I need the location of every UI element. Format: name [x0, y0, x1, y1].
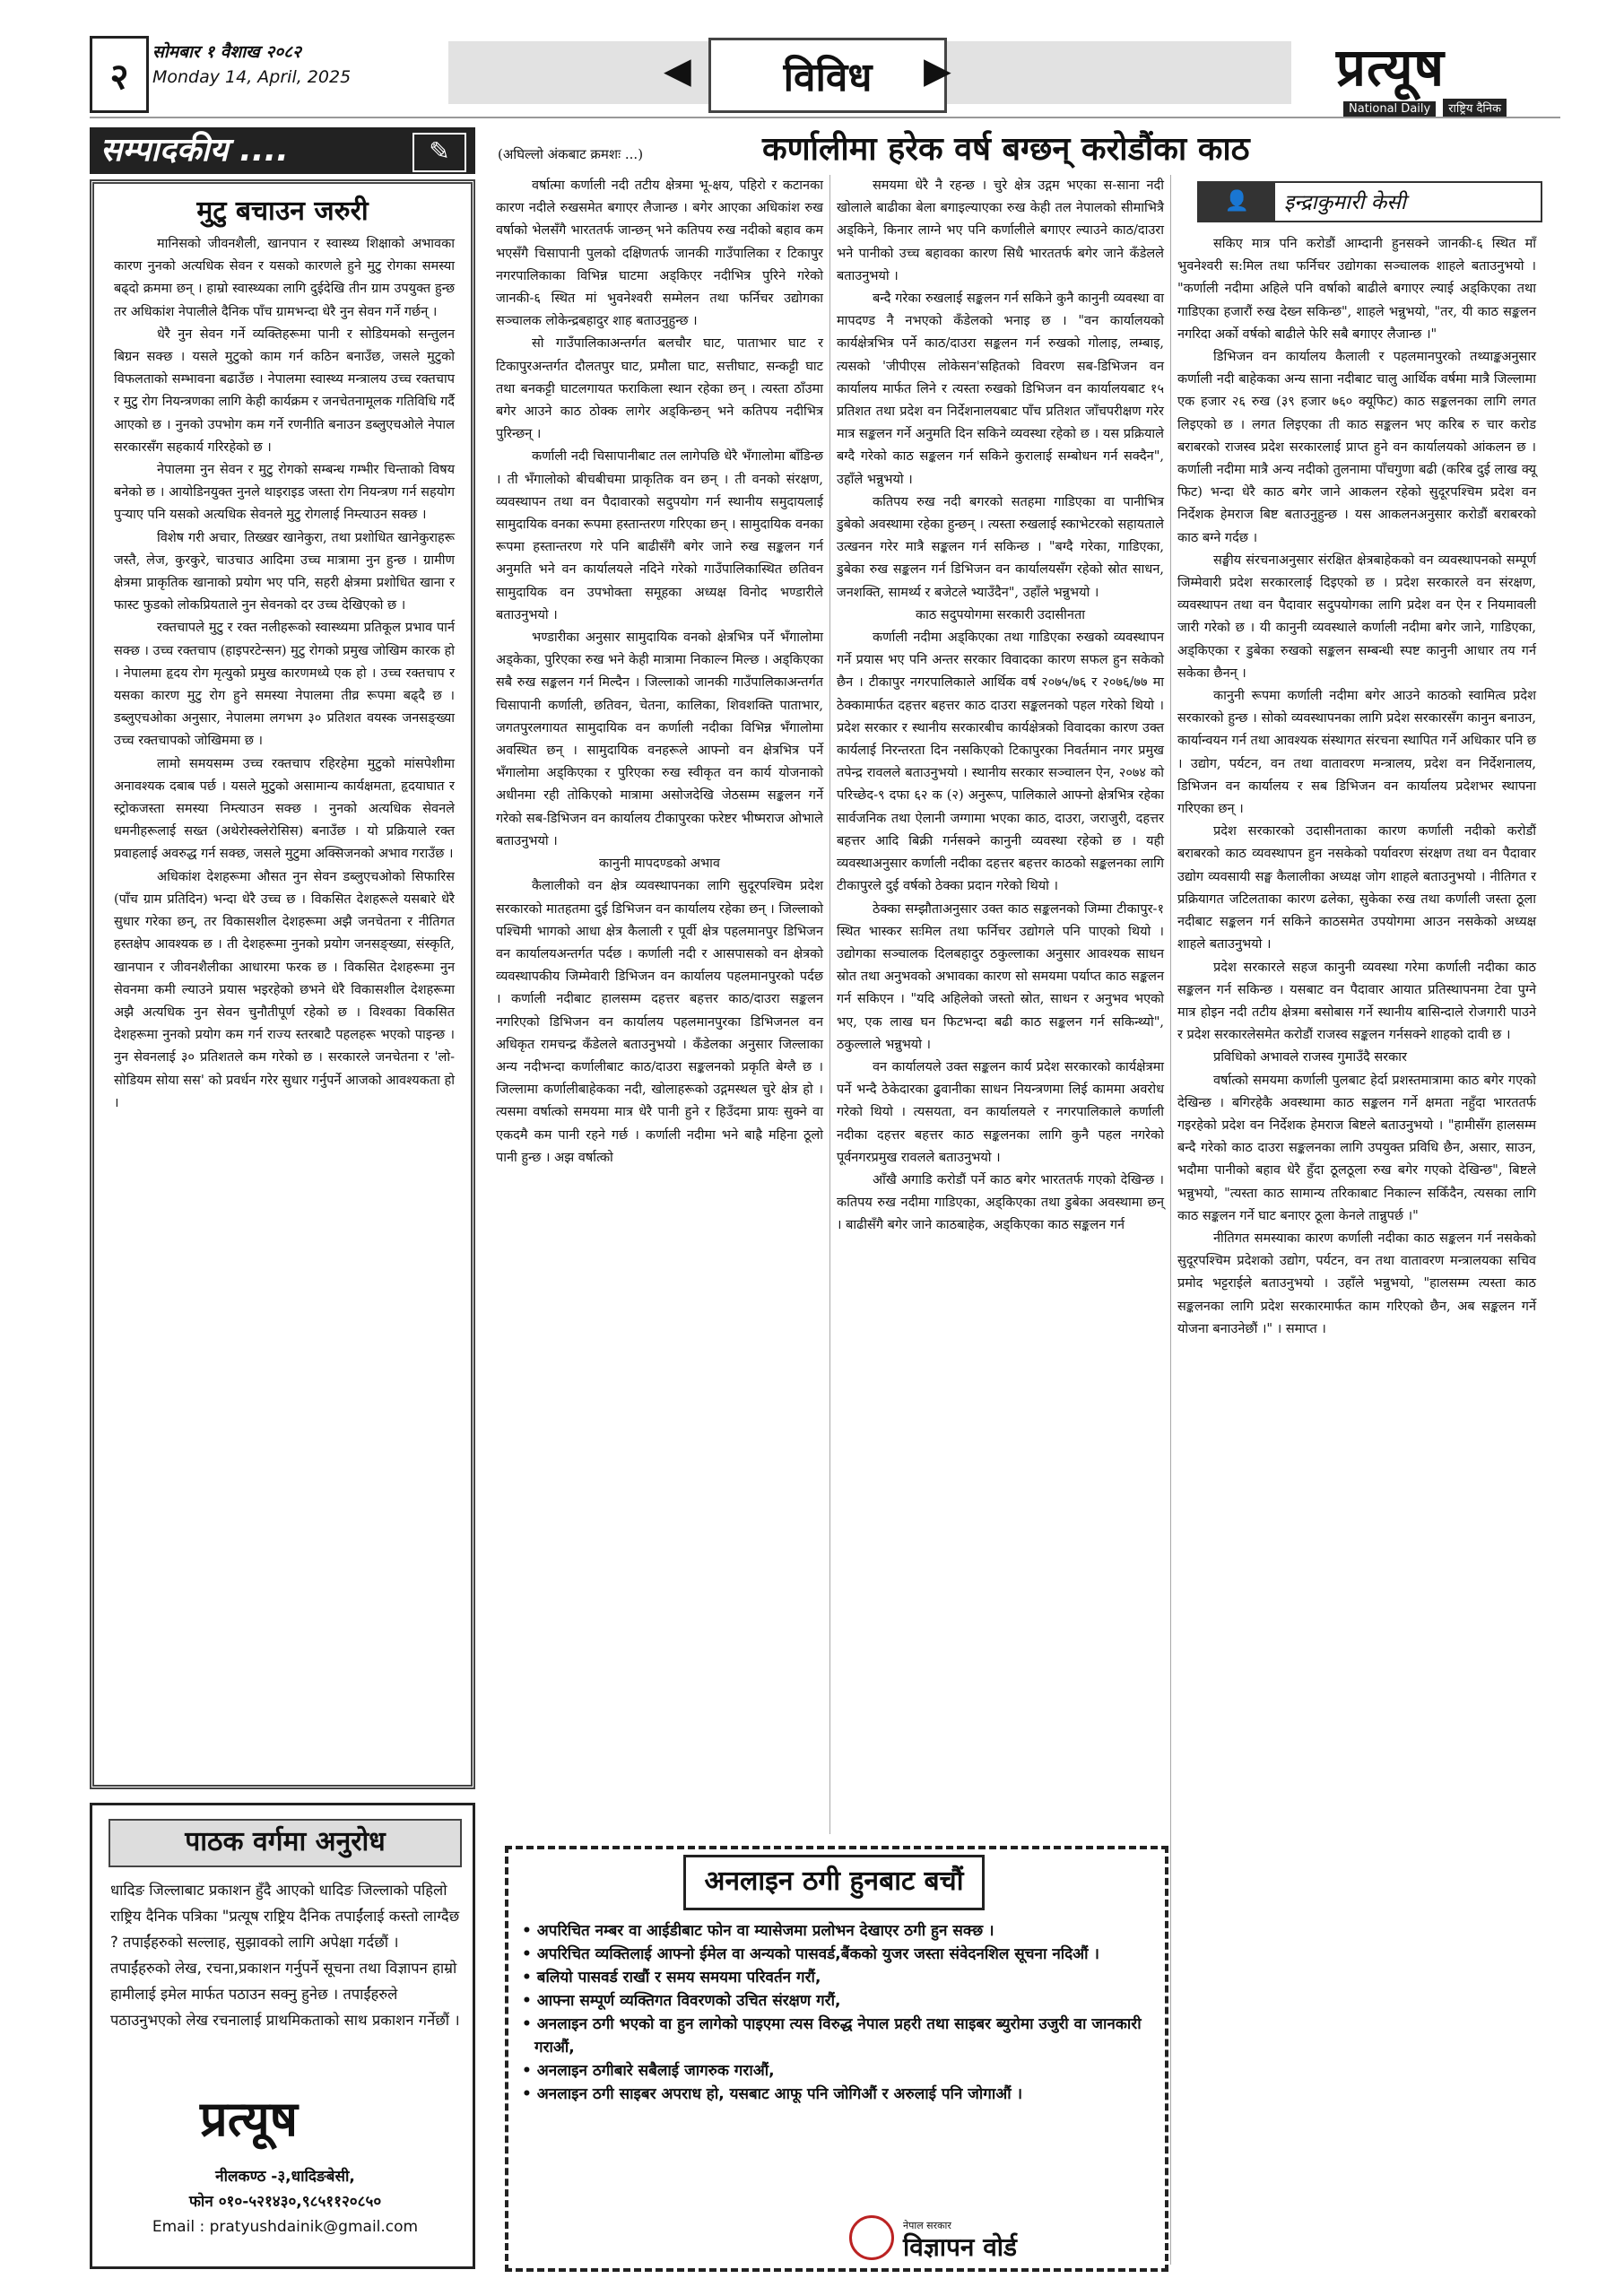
editorial-paragraph: विशेष गरी अचार, तिख्खर खानेकुरा, तथा प्रशोधित खानेकुराहरू जस्तै, लेज, कुरकुरे, चाउचाउ आदिमा उच्च मात्रामा नुन हुन्छ । ग्रामीण क्षेत्रमा प्राकृतिक खानाको प्रयोग भए पनि, सहरी क्षेत्रमा प्रशोधित खाना र फास्ट फुडको लोकप्रियताले नुन सेवनको दर उच्च देखिएको छ । — [114, 530, 455, 613]
editorial-paragraph: अधिकांश देशहरूमा औसत नुन सेवन डब्लुएचओको सिफारिस (पाँच ग्राम प्रतिदिन) भन्दा धेरै उच्च छ । विकसित देशहरूले यसबारे धेरै सुधार गरेका छन्, तर विकासशील देशहरूमा अझै जनचेतना र नीतिगत हस्तक्षेप आवश्यक छ । ती देशहरूमा नुनको प्रयोग जनसङ्ख्या, संस्कृति, खानपान र जीवनशैलीका आधारमा फरक छ । विकसित देशहरूमा नुन सेवनमा कमी ल्याउने प्रयास भइरहेको छभने धेरै विकासशील देशहरूमा अझै अत्यधिक नुन सेवन चुनौतीपूर्ण रहेको छ । विश्वका विकसित देशहरूमा नुनको प्रयोग कम गर्न राज्य स्तरबाटै पहलहरू भएको पाइन्छ । नुन सेवनलाई ३० प्रतिशतले कम गरेको छ । सरकारले जनचेतना र 'लो-सोडियम सोया सस' को प्रवर्धन गरेर सुधार गर्नुपर्ने आजको आवश्यकता हो । — [114, 869, 455, 1110]
article-subheading: काठ सदुपयोगमा सरकारी उदासीनता — [916, 607, 1085, 622]
reader-notice-logo: प्रत्यूष — [200, 2091, 298, 2147]
fraud-tips-list — [522, 1919, 1150, 2106]
article-paragraph: कर्णाली नदीमा अड्किएका तथा गाडिएका रुखको व्यवस्थापन गर्ने प्रयास भए पनि अन्तर सरकार विवादका कारण सफल हुन सकेको छैन । टीकापुर नगरपालिकाले आर्थिक वर्ष २०७५/७६ र २०७६/७७ मा ठेक्कामार्फत दहत्तर बहत्तर काठ दाउरा सङ्कलनको पहल गरेको थियो । प्रदेश सरकार र स्थानीय सरकारबीच कार्यक्षेत्रको विवादका कारण उक्त कार्यलाई निरन्तरता दिन नसकिएको टिकापुरका निवर्तमान नगर प्रमुख तपेन्द्र रावलले बताउनुभयो । स्थानीय सरकार सञ्चालन ऐन, २०७४ को परिच्छेद-९ दफा ६२ क (२) अनुरूप, पालिकाले आफ्नो क्षेत्रभित्र रहेका सार्वजनिक तथा ऐलानी जग्गामा भएका काठ, दाउरा, जराजुरी, दहत्तर बहत्तर आदि बिक्री गर्नसक्ने कानुनी व्यवस्था रहेको छ । यही व्यवस्थाअनुसार कर्णाली नदीका दहत्तर बहत्तर काठको सङ्कलनका लागि टीकापुरले दुई वर्षको ठेक्का प्रदान गरेको थियो । — [837, 631, 1164, 894]
column-divider — [829, 175, 830, 1834]
article-paragraph: प्रदेश सरकारको उदासीनताका कारण कर्णाली नदीको करोडौं बराबरको काठ व्यवस्थापन हुन नसकेको पर्यावरण संरक्षण तथा वन पैदावार उद्योग व्यवसायी सङ्घ कैलालीका अध्यक्ष जोग शाहले बताउनुभयो । नीतिगत र प्रक्रियागत जटिलताका कारण ढलेका, सुकेका रुख तथा कर्णाली जस्ता ठूला नदीबाट सङ्कलन गर्न सकिने काठसमेत उपयोगमा आउन नसकेको अध्यक्ष शाहले बताउनुभयो । — [1177, 824, 1536, 952]
article-paragraph: बन्दै गरेका रुखलाई सङ्कलन गर्न सकिने कुनै कानुनी व्यवस्था वा मापदण्ड नै नभएको कँडेलको भनाइ छ । "वन कार्यालयको कार्यक्षेत्रभित्र पर्ने काठ/दाउरा सङ्कलन गर्न रुखको गोलाइ, लम्बाइ, त्यसको 'जीपीएस लोकेसन'सहितको विवरण सब-डिभिजन वन कार्यालय मार्फत लिने र त्यस्ता रुखको डिभिजन वन कार्यालयबाट १५ प्रतिशत तथा प्रदेश वन निर्देशनालयबाट पाँच प्रतिशत जाँचपरीक्षण गरेर मात्र सङ्कलन गर्ने अनुमति दिन सकिने व्यवस्था रहेको छ । यस प्रक्रियाले बग्दै गरेको काठ सङ्कलन गर्न सकिने कुरालाई सम्बोधन गर्न सक्दैन", उहाँले भन्नुभयो । — [837, 291, 1164, 487]
contact-phone: फोन ०१०-५२१४३०,९८५११२०८५० — [188, 2193, 382, 2211]
header-divider — [90, 117, 1560, 118]
author-photo-icon: 👤 — [1199, 183, 1275, 221]
article-paragraph: वन कार्यालयले उक्त सङ्कलन कार्य प्रदेश सरकारको कार्यक्षेत्रमा पर्ने भन्दै ठेकेदारका ढुवानीका साधन नियन्त्रणमा लिई काममा अवरोध गरेको थियो । त्यसयता, वन कार्यालयले र नगरपालिकाले कर्णाली नदीका दहत्तर बहत्तर काठ सङ्कलनका लागि कुनै पहल नगरेको पूर्वनगरप्रमुख रावलले बताउनुभयो । — [837, 1059, 1164, 1165]
date-nepali: सोमबार १ वैशाख २०८२ — [152, 42, 301, 62]
article-headline: कर्णालीमा हरेक वर्ष बग्छन् करोडौंका काठ — [762, 131, 1250, 168]
article-paragraph: कतिपय रुख नदी बगरको सतहमा गाडिएका वा पानीभित्र डुबेको अवस्थामा रहेका हुन्छन् । त्यस्ता रुखलाई स्काभेटरको सहायताले उत्खनन गरेर मात्रै सङ्कलन गर्न सकिन्छ । "बग्दै गरेका, गाडिएका, डुबेका रुख सङ्कलन गर्न डिभिजन वन कार्यालयसँग रहेको स्रोत साधन, जनशक्ति, सामर्थ्य र बजेटले भ्याउँदैन", उहाँले भन्नुभयो । — [837, 494, 1164, 600]
article-paragraph: कैलालीको वन क्षेत्र व्यवस्थापनका लागि सुदूरपश्चिम प्रदेश सरकारको मातहतमा दुई डिभिजन वन कार्यालय रहेका छन् । जिल्लाको पश्चिमी भागको आधा क्षेत्र कैलाली र पूर्वी क्षेत्र पहलमानपुर डिभिजन वन कार्यालयअन्तर्गत पर्दछ । कर्णाली नदी र आसपासको वन क्षेत्रको व्यवस्थापकीय जिम्मेवारी डिभिजन वन कार्यालय पहलमानपुरको पर्दछ । कर्णाली नदीबाट हालसम्म दहत्तर बहत्तर काठ/दाउरा सङ्कलन नगरिएको डिभिजन वन कार्यालय पहलमानपुरका डिभिजनल वन अधिकृत रामचन्द्र कँडेलले बताउनुभयो । कँडेलका अनुसार जिल्लाका अन्य नदीभन्दा कर्णालीबाट काठ/दाउरा सङ्कलनको प्रकृति बेग्लै छ । जिल्लामा कर्णालीबाहेकका नदी, खोलाहरूको उद्गमस्थल चुरे क्षेत्र हो । त्यसमा वर्षात्को समयमा मात्र धेरै पानी हुने र हिउँदमा प्रायः सुक्ने वा एकदमै कम पानी रहने गर्छ । कर्णाली नदीमा भने बाह्रै महिना ठूलो पानी हुन्छ । अझ वर्षात्को — [496, 879, 823, 1165]
article-paragraph: वर्षात्को समयमा कर्णाली पुलबाट हेर्दा प्रशस्तमात्रामा काठ बगेर गएको देखिन्छ । बगिरहेकै अवस्थामा काठ सङ्कलन गर्ने क्षमता नहुँदा भारततर्फ गइरहेको प्रदेश वन निर्देशक हेमराज बिष्टले बताउनुभयो । "हामीसँग हालसम्म बन्दै गरेको काठ दाउरा सङ्कलनका लागि उपयुक्त प्रविधि छैन, असार, साउन, भदौमा पानीको बहाव धेरै हुँदा ठूलठूला रुख बगेर गएको देखिन्छ", बिष्टले भन्नुभयो, "त्यस्ता काठ सामान्य तरिकाबाट निकाल्न सकिँदैन, त्यसका लागि काठ सङ्कलन गर्ने घाट बनाएर ठूला केनले तान्नुपर्छ ।" — [1177, 1073, 1536, 1223]
page-number: २ — [90, 36, 149, 113]
date-english: Monday 14, April, 2025 — [152, 67, 352, 87]
fraud-tip: • अपरिचित नम्बर वा आईडीबाट फोन वा म्यासेजमा प्रलोभन देखाएर ठगी हुन सक्छ । — [522, 1922, 994, 1940]
editorial-title: मुटु बचाउन जरुरी — [196, 196, 369, 227]
article-paragraph: वर्षात्मा कर्णाली नदी तटीय क्षेत्रमा भू-क्षय, पहिरो र कटानका कारण नदीले रुखसमेत बगाएर लैजान्छ । बगेर आएका अधिकांश रुख वर्षाको भेलसँगै भारततर्फ जान्छन् भने कतिपय रुख नदीको बहाव कम भएसँगै चिसापानी पुलको दक्षिणतर्फ जानकी गाउँपालिका र टिकापुर नगरपालिकाका विभिन्न घाटमा अड्किएर नदीभित्र पुरिने गरेको जानकी-६ स्थित मां भुवनेश्वरी सम्मेलन तथा फर्निचर उद्योगका सञ्चालक लोकेन्द्रबहादुर शाह बताउनुहुन्छ । — [496, 178, 823, 329]
article-paragraph: नीतिगत समस्याका कारण कर्णाली नदीका काठ सङ्कलन गर्न नसकेको सुदूरपश्चिम प्रदेशको उद्योग, पर्यटन, वन तथा वातावरण मन्त्रालयका सचिव प्रमोद भट्टराईले बताउनुभयो । उहाँले भन्नुभयो, "हालसम्म त्यस्ता काठ सङ्कलनका लागि प्रदेश सरकारमार्फत काम गरिएको छैन, अब सङ्कलन गर्ने योजना बनाउनेछौं ।" । समाप्त । — [1177, 1231, 1536, 1336]
article-paragraph: प्रविधिको अभावले राजस्व गुमाउँदै सरकार — [1213, 1050, 1407, 1065]
fraud-source-board: विज्ञापन वोर्ड — [903, 2232, 1018, 2262]
logo-text: प्रत्यूष — [1336, 37, 1445, 98]
editorial-label: सम्पादकीय .... — [100, 132, 289, 169]
contact-email[interactable]: Email : pratyushdainik@gmail.com — [152, 2218, 419, 2236]
fraud-source-small: नेपाल सरकार — [903, 2220, 951, 2231]
previous-section-arrow-icon[interactable]: ◀ — [664, 50, 691, 91]
fraud-notice-title: अनलाइन ठगी हुनबाट बचौं — [683, 1855, 985, 1910]
fraud-tip: • अनलाइन ठगी साइबर अपराध हो, यसबाट आफू पनि जोगिऔं र अरुलाई पनि जोगाऔं । — [522, 2085, 1023, 2103]
editorial-paragraph: नेपालमा नुन सेवन र मुटु रोगको सम्बन्ध गम्भीर चिन्ताको विषय बनेको छ । आयोडिनयुक्त नुनले थाइराइड जस्ता रोग नियन्त्रण गर्न सहयोग पुऱ्याए पनि यसको अत्यधिक सेवनले मुटु रोगलाई निम्त्याउन सक्छ । — [114, 463, 455, 523]
nepal-emblem-icon — [849, 2215, 894, 2260]
article-paragraph: भण्डारीका अनुसार सामुदायिक वनको क्षेत्रभित्र पर्ने भँगालोमा अड्केका, पुरिएका रुख भने केही मात्रामा निकाल्न मिल्छ । अड्किएका सबै रुख सङ्कलन गर्न मिल्दैन । जिल्लाको जानकी गाउँपालिकाअन्तर्गत चिसापानी कर्णाली, छतिवन, चेतना, कालिका, शिवशक्ति पाताभार, जगतपुरलगायत सामुदायिक वन कर्णाली नदीका विभिन्न भँगालोमा अवस्थित छन् । सामुदायिक वनहरूले आफ्नो वन क्षेत्रभित्र पर्ने भँगालोमा अड्किएका र पुरिएका रुख स्वीकृत वन कार्य योजनाको अधीनमा रही तोकिएको मात्रामा असोजदेखि जेठसम्म सङ्कलन गर्ने गरेको सब-डिभिजन वन कार्यालय टीकापुरका फरेष्टर भीष्मराज ओभाले बताउनुभयो । — [496, 631, 823, 848]
reader-notice-contact — [110, 2164, 460, 2239]
article-paragraph: सङ्घीय संरचनाअनुसार संरक्षित क्षेत्रबाहेकको वन व्यवस्थापनको सम्पूर्ण जिम्मेवारी प्रदेश सरकारलाई दिइएको छ । प्रदेश सरकारले वन संरक्षण, व्यवस्थापन तथा वन पैदावार सदुपयोगका लागि प्रदेश वन ऐन र नियमावली जारी गरेको छ । यी कानुनी व्यवस्थाले कर्णाली नदीमा बगेर जाने, गाडिएका, अड्किएका र डुबेका रुखको सङ्कलन सम्बन्धी स्पष्ट कानुनी आधार तय गर्न सकेका छैनन् । — [1177, 552, 1536, 681]
article-column-2 — [837, 175, 1164, 1238]
editorial-paragraph: धेरै नुन सेवन गर्ने व्यक्तिहरूमा पानी र सोडियमको सन्तुलन बिग्रन सक्छ । यसले मुटुको काम गर्न कठिन बनाउँछ, जसले मुटुको विफलताको सम्भावना बढाउँछ । नेपालमा स्वास्थ्य मन्त्रालय उच्च रक्तचाप र मुटु रोग नियन्त्रणका लागि केही कार्यक्रम र जनचेतनामूलक गतिविधि गर्दै आएको छ । नुनको उपभोग कम गर्ने रणनीति बनाउन डब्लुएचओले नेपाल सरकारसँग सहकार्य गरिरहेको छ । — [114, 326, 455, 455]
pen-icon: ✎ — [413, 133, 466, 172]
author-box — [1197, 181, 1542, 222]
column-divider — [1170, 175, 1171, 2265]
fraud-tip: • अनलाइन ठगीबारे सबैलाई जागरुक गराऔं, — [522, 2062, 775, 2080]
article-paragraph: आँखै अगाडि करोडौं पर्ने काठ बगेर भारततर्फ गएको देखिन्छ । कतिपय रुख नदीमा गाडिएका, अड्किएका तथा डुबेका अवस्थामा छन् । बाढीसँगै बगेर जाने काठबाहेक, अड्किएका काठ सङ्कलन गर्न — [837, 1172, 1164, 1233]
article-subheading: कानुनी मापदण्डको अभाव — [599, 857, 720, 872]
editorial-paragraph: रक्तचापले मुटु र रक्त नलीहरूको स्वास्थ्यमा प्रतिकूल प्रभाव पार्न सक्छ । उच्च रक्तचाप (हाइपरटेन्सन) मुटु रोगको प्रमुख जोखिम कारक हो । नेपालमा हृदय रोग मृत्युको प्रमुख कारणमध्ये एक हो । उच्च रक्तचाप र यसका कारण मुटु रोग हुने समस्या नेपालमा तीव्र रूपमा बढ्दै छ । डब्लुएचओका अनुसार, नेपालमा लगभग ३० प्रतिशत वयस्क जनसङ्ख्या उच्च रक्तचापको जोखिममा छ । — [114, 621, 455, 749]
article-paragraph: सो गाउँपालिकाअन्तर्गत बलचौर घाट, पाताभार घाट र टिकापुरअन्तर्गत दौलतपुर घाट, प्रमौला घाट, सत्तीघाट, सन्कट्टी घाट तथा बनकट्टी घाटलगायत फराकिला स्थान रहेका छन् । त्यस्ता ठाँउमा बगेर आउने काठ ठोक्क लागेर अड्किन्छन् भने कतिपय नदीभित्र पुरिन्छन् । — [496, 336, 823, 442]
section-title: विविध — [708, 38, 947, 113]
continued-note: (अघिल्लो अंकबाट क्रमशः ...) — [498, 146, 644, 162]
article-paragraph: ठेक्का सम्झौताअनुसार उक्त काठ सङ्कलनको जिम्मा टीकापुर-१ स्थित भास्कर सःमिल तथा फर्निचर उद्योगले पनि पाएको थियो । उद्योगका सञ्चालक दिलबहादुर ठकुल्लाका अनुसार आवश्यक साधन स्रोत तथा अनुभवको अभावका कारण सो समयमा पर्याप्त काठ सङ्कलन गर्न सकिएन । "यदि अहिलेको जस्तो स्रोत, साधन र अनुभव भएको भए, एक लाख घन फिटभन्दा बढी काठ सङ्कलन गर्न सकिन्थ्यो", ठकुल्लाले भन्नुभयो । — [837, 901, 1164, 1052]
fraud-tip: • अपरिचित व्यक्तिलाई आफ्नो ईमेल वा अन्यको पासवर्ड,बैंकको युजर जस्ता संवेदनशिल सूचना नदिऔं । — [522, 1945, 1099, 1963]
editorial-paragraph: मानिसको जीवनशैली, खानपान र स्वास्थ्य शिक्षाको अभावका कारण नुनको अत्यधिक सेवन र यसको कारणले हुने मुटु रोगका समस्या बढ्दो क्रममा छन् । हाम्रो स्वास्थ्यका लागि दुईदेखि तीन ग्राम उपयुक्त हुन्छ तर अधिकांश नेपालीले दैनिक पाँच ग्रामभन्दा धेरै नुन सेवन गर्ने गर्छन् । — [114, 237, 455, 319]
article-paragraph: समयमा धेरै नै रहन्छ । चुरे क्षेत्र उद्गम भएका स-साना नदी खोलाले बाढीका बेला बगाइल्याएका रुख केही तल नेपालको सीमाभित्रै अड्किने, किनार लाग्ने भए पनि कर्णालीले बगाएर ल्याउने काठ/दाउरा भने पानीको उच्च बहावका कारण सिधै भारततर्फ बगेर जाने कँडेलले बताउनुभयो । — [837, 178, 1164, 283]
article-paragraph: कानुनी रूपमा कर्णाली नदीमा बगेर आउने काठको स्वामित्व प्रदेश सरकारको हुन्छ । सोको व्यवस्थापनका लागि प्रदेश सरकारसँग कानुन बनाउन, कार्यान्वयन गर्न तथा आवश्यक संस्थागत संरचना स्थापित गर्ने अधिकार पनि छ । उद्योग, पर्यटन, वन तथा वातावरण मन्त्रालय, प्रदेश वन निर्देशनालय, डिभिजन वन कार्यालय र सब डिभिजन वन कार्यालय प्रदेशभर स्थापना गरिएका छन् । — [1177, 689, 1536, 817]
next-section-arrow-icon[interactable]: ▶ — [924, 50, 951, 91]
editorial-label-bar — [90, 127, 475, 174]
masthead-logo — [1336, 36, 1560, 117]
logo-sub-english: National Daily — [1343, 101, 1436, 117]
fraud-tip: • अनलाइन ठगी भएको वा हुन लागेको पाइएमा त्यस विरुद्ध नेपाल प्रहरी तथा साइबर ब्युरोमा उजुरी वा जानकारी गराऔं, — [522, 2015, 1142, 2057]
article-paragraph: कर्णाली नदी चिसापानीबाट तल लागेपछि धेरै भँगालोमा बाँडिन्छ । ती भँगालोको बीचबीचमा प्राकृतिक वन छन् । ती वनको संरक्षण, व्यवस्थापन तथा वन पैदावारको सदुपयोग गर्न स्थानीय समुदायलाई सामुदायिक वनका रूपमा हस्तान्तरण गरिएका छन् । सामुदायिक वनका रूपमा हस्तान्तरण गरे पनि बाढीसँगै बगेर जाने रुख सङ्कलन गर्न अनुमति भने वन कार्यालयले नदिने गरेको गाउँपालिकास्थित छतिवन सामुदायिक वन उपभोक्ता समूहका अध्यक्ष विनोद भण्डारीले बताउनुभयो । — [496, 449, 823, 622]
fraud-tip: • आफ्ना सम्पूर्ण व्यक्तिगत विवरणको उचित संरक्षण गरौं, — [522, 1992, 841, 2010]
article-paragraph: प्रदेश सरकारले सहज कानुनी व्यवस्था गरेमा कर्णाली नदीका काठ सङ्कलन गर्न सकिन्छ । यसबाट वन पैदावार आयात प्रतिस्थापनमा टेवा पुग्ने मात्र होइन नदी तटीय क्षेत्रमा बसोबास गर्ने स्थानीय बासिन्दाले रोजगारी पाउने र प्रदेश सरकारलेसमेत करोडौं राजस्व सङ्कलन गर्नसक्ने शाहको दावी छ । — [1177, 960, 1536, 1043]
issue-date — [152, 39, 351, 90]
article-paragraph: डिभिजन वन कार्यालय कैलाली र पहलमानपुरको तथ्याङ्कअनुसार कर्णाली नदी बाहेकका अन्य साना नदीबाट चालु आर्थिक वर्षमा मात्रै जिल्लामा एक हजार २६ रुख (३९ हजार ७६० क्यूफिट) काठ सङ्कलनका लागि लगत लिइएको छ । लगत लिइएका ती काठ सङ्कलन भए करिब रु चार करोड बराबरको राजस्व प्रदेश सरकारलाई प्राप्त हुने वन कार्यालयको आंकलन छ । कर्णाली नदीमा मात्रै अन्य नदीको तुलनामा पाँचगुणा बढी (करिब दुई लाख क्यू फिट) भन्दा धेरै काठ बगेर जाने आकलन रहेको सुदूरपश्चिम प्रदेश वन निर्देशक हेमराज बिष्ट बताउनुहुन्छ । यस आकलनअनुसार करोडौं बराबरको काठ बग्ने गर्दछ । — [1177, 350, 1536, 545]
page-header — [90, 36, 1560, 126]
author-name: इन्द्राकुमारी केसी — [1284, 191, 1406, 214]
online-fraud-notice — [505, 1846, 1168, 2272]
reader-notice-title: पाठक वर्गमा अनुरोध — [109, 1819, 462, 1867]
article-column-3 — [1177, 233, 1536, 1341]
reader-notice-box — [90, 1803, 475, 2269]
contact-address: नीलकण्ठ -३,धादिङबेसी, — [215, 2168, 355, 2186]
article-paragraph: सकिए मात्र पनि करोडौं आम्दानी हुनसक्ने जानकी-६ स्थित माँ भुवनेश्वरी स:मिल तथा फर्निचर उद्योगका सञ्चालक शाहले बताउनुभयो । "कर्णाली नदीमा अहिले पनि वर्षाको बाढीले बगाएर ल्याई अड्किएका तथा गाडिएका हजारौं रुख देख्न सकिन्छ", शाहले भन्नुभयो, "तर, यी काठ सङ्कलन नगरिदा अर्को वर्षको बाढीले फेरि सबै बगाएर लैजान्छ ।" — [1177, 237, 1536, 342]
reader-notice-body: धादिङ जिल्लाबाट प्रकाशन हुँदै आएको धादिङ जिल्लाको पहिलो राष्ट्रिय दैनिक पत्रिका "प्रत्यूष राष्ट्रिय दैनिक तपाईंलाई कस्तो लाग्दैछ ? तपाईंहरुको सल्लाह, सुझावको लागि अपेक्षा गर्दछौं । तपाईंहरुको लेख, रचना,प्रकाशन गर्नुपर्ने सूचना तथा विज्ञापन हाम्रो हामीलाई इमेल मार्फत पठाउन सक्नु हुनेछ । तपाईंहरुले पठाउनुभएको लेख रचनालाई प्राथमिकताको साथ प्रकाशन गर्नेछौं । — [110, 1882, 460, 2029]
logo-sub-nepali: राष्ट्रिय दैनिक — [1443, 99, 1507, 117]
editorial-box — [90, 179, 475, 1789]
editorial-body — [114, 233, 455, 1115]
article-column-1 — [496, 175, 823, 1170]
fraud-tip: • बलियो पासवर्ड राखौं र समय समयमा परिवर्तन गरौं, — [522, 1969, 821, 1987]
editorial-paragraph: लामो समयसम्म उच्च रक्तचाप रहिरहेमा मुटुको मांसपेशीमा अनावश्यक दबाब पर्छ । यसले मुटुको असामान्य कार्यक्षमता, हृदयाघात र स्ट्रोकजस्ता समस्या निम्त्याउन सक्छ । नुनको अत्यधिक सेवनले धमनीहरूलाई सख्त (अथेरोस्क्लेरोसिस) बनाउँछ । यो प्रक्रियाले रक्त प्रवाहलाई अवरुद्ध गर्न सक्छ, जसले मुटुमा अक्सिजनको अभाव गराउँछ । — [114, 756, 455, 862]
